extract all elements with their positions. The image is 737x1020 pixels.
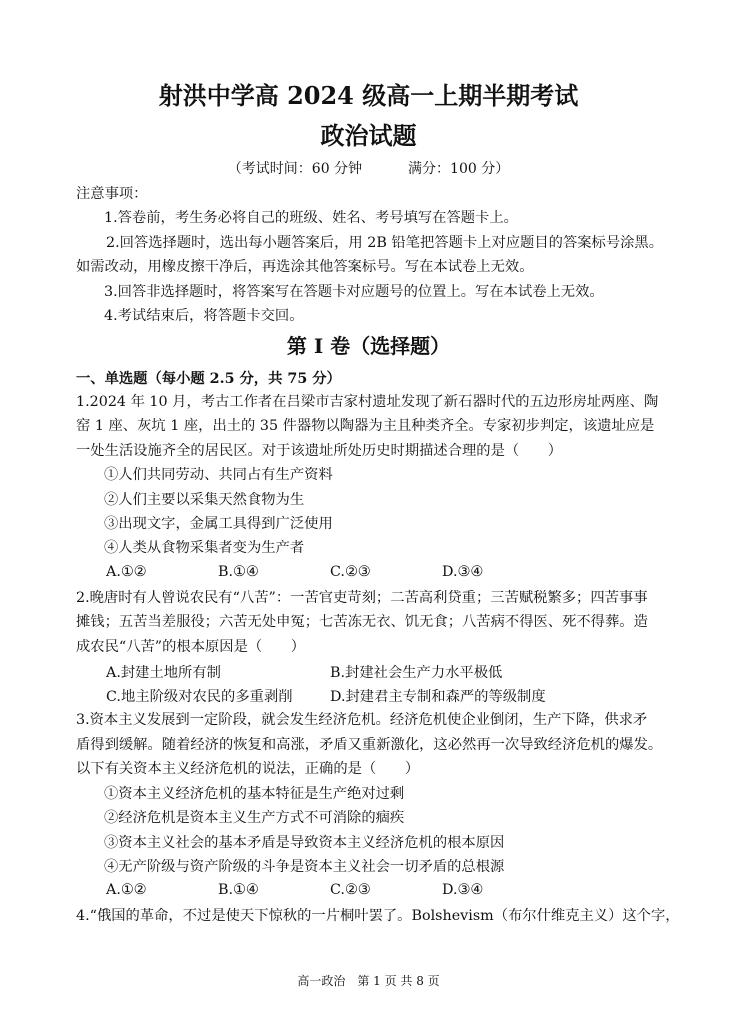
section-title: 第 I 卷（选择题）: [286, 334, 451, 358]
q1-statement-3: ③出现文字，金属工具得到广泛使用: [104, 516, 333, 532]
q3-stem-line2: 盾得到缓解。随着经济的恢复和高涨，矛盾又重新激化，这必然再一次导致经济危机的爆发。: [76, 737, 663, 753]
q2-option-d: D.封建君主专制和森严的等级制度: [330, 689, 546, 705]
q1-stem-line2: 窑 1 座、灰坑 1 座，出土的 35 件器物以陶器为主且种类齐全。专家初步判定，该遗址应是: [76, 418, 655, 434]
q2-options-row2: [106, 686, 554, 706]
q1-stem-line3: 一处生活设施齐全的居民区。对于该遗址所处历史时期描述合理的是（ ）: [76, 443, 563, 459]
q3-option-c: C.②③: [330, 882, 371, 898]
notice-heading: 注意事项：: [76, 186, 148, 202]
q2-stem-line3: 成农民“八苦”的根本原因是（ ）: [76, 639, 306, 655]
q1-option-a: A.①②: [106, 564, 147, 580]
exam-info: [0, 158, 737, 178]
q1-option-c: C.②③: [330, 564, 371, 580]
q1-statement-1: ①人们共同劳动、共同占有生产资料: [104, 467, 333, 483]
exam-title: 射洪中学高 2024 级高一上期半期考试: [158, 81, 579, 110]
q3-statement-3: ③资本主义社会的基本矛盾是导致资本主义经济危机的根本原因: [104, 835, 505, 851]
q3-stem-line1: 3.资本主义发展到一定阶段，就会发生经济危机。经济危机使企业倒闭，生产下降，供求矛: [76, 712, 648, 728]
q2-option-b: B.封建社会生产力水平极低: [330, 665, 503, 681]
notice-item-4: 4.考试结束后，将答题卡交回。: [104, 308, 304, 324]
section-heading: 一、单选题（每小题 2.5 分，共 75 分）: [76, 371, 341, 387]
q2-option-c: C.地主阶级对农民的多重剥削: [106, 689, 293, 705]
q1-option-d: D.③④: [442, 564, 484, 580]
page-footer: 高一政治 第 1 页 共 8 页: [297, 974, 440, 988]
notice-item-2-cont: 如需改动，用橡皮擦干净后，再选涂其他答案标号。写在本试卷上无效。: [76, 259, 534, 275]
q2-option-a: A.封建土地所有制: [106, 665, 221, 681]
q1-statement-2: ②人们主要以采集天然食物为生: [104, 492, 305, 508]
q3-statement-4: ④无产阶级与资产阶级的斗争是资本主义社会一切矛盾的总根源: [104, 859, 505, 875]
q3-option-a: A.①②: [106, 882, 147, 898]
notice-item-2: 2.回答选择题时，选出每小题答案后，用 2B 铅笔把答题卡上对应题目的答案标号涂黑。: [106, 235, 664, 251]
q2-stem-line1: 2.晚唐时有人曾说农民有“八苦”：一苦官吏苛刻；二苦高利贷重；三苦赋税繁多；四苦事事: [76, 590, 648, 606]
q3-stem-line3: 以下有关资本主义经济危机的说法，正确的是（ ）: [76, 761, 420, 777]
q1-option-b: B.①④: [218, 564, 259, 580]
q3-option-b: B.①④: [218, 882, 259, 898]
q1-options: [106, 564, 554, 580]
q4-stem-line1: 4.“俄国的革命，不过是使天下惊秋的一片桐叶罢了。Bolshevism（布尔什维克主义）这个字，: [76, 908, 680, 924]
subject-title: 政治试题: [320, 121, 417, 150]
q3-option-d: D.③④: [442, 882, 484, 898]
q3-options: [106, 882, 554, 898]
exam-score: 满分：100 分）: [408, 161, 510, 177]
q2-stem-line2: 摊钱；五苦当差服役；六苦无处申冤；七苦冻无衣、饥无食；八苦病不得医、死不得葬。造: [76, 614, 648, 630]
q1-statement-4: ④人类从食物采集者变为生产者: [104, 540, 305, 556]
exam-time: （考试时间：60 分钟: [227, 161, 363, 177]
q3-statement-1: ①资本主义经济危机的基本特征是生产绝对过剩: [104, 786, 405, 802]
q3-statement-2: ②经济危机是资本主义生产方式不可消除的痼疾: [104, 810, 405, 826]
q1-stem-line1: 1.2024 年 10 月，考古工作者在吕梁市吉家村遗址发现了新石器时代的五边形房址两座、陶: [76, 394, 659, 410]
q2-options-row1: [106, 662, 554, 682]
notice-item-3: 3.回答非选择题时，将答案写在答题卡对应题号的位置上。写在本试卷上无效。: [104, 284, 604, 300]
notice-item-1: 1.答卷前，考生务必将自己的班级、姓名、考号填写在答题卡上。: [104, 210, 518, 226]
